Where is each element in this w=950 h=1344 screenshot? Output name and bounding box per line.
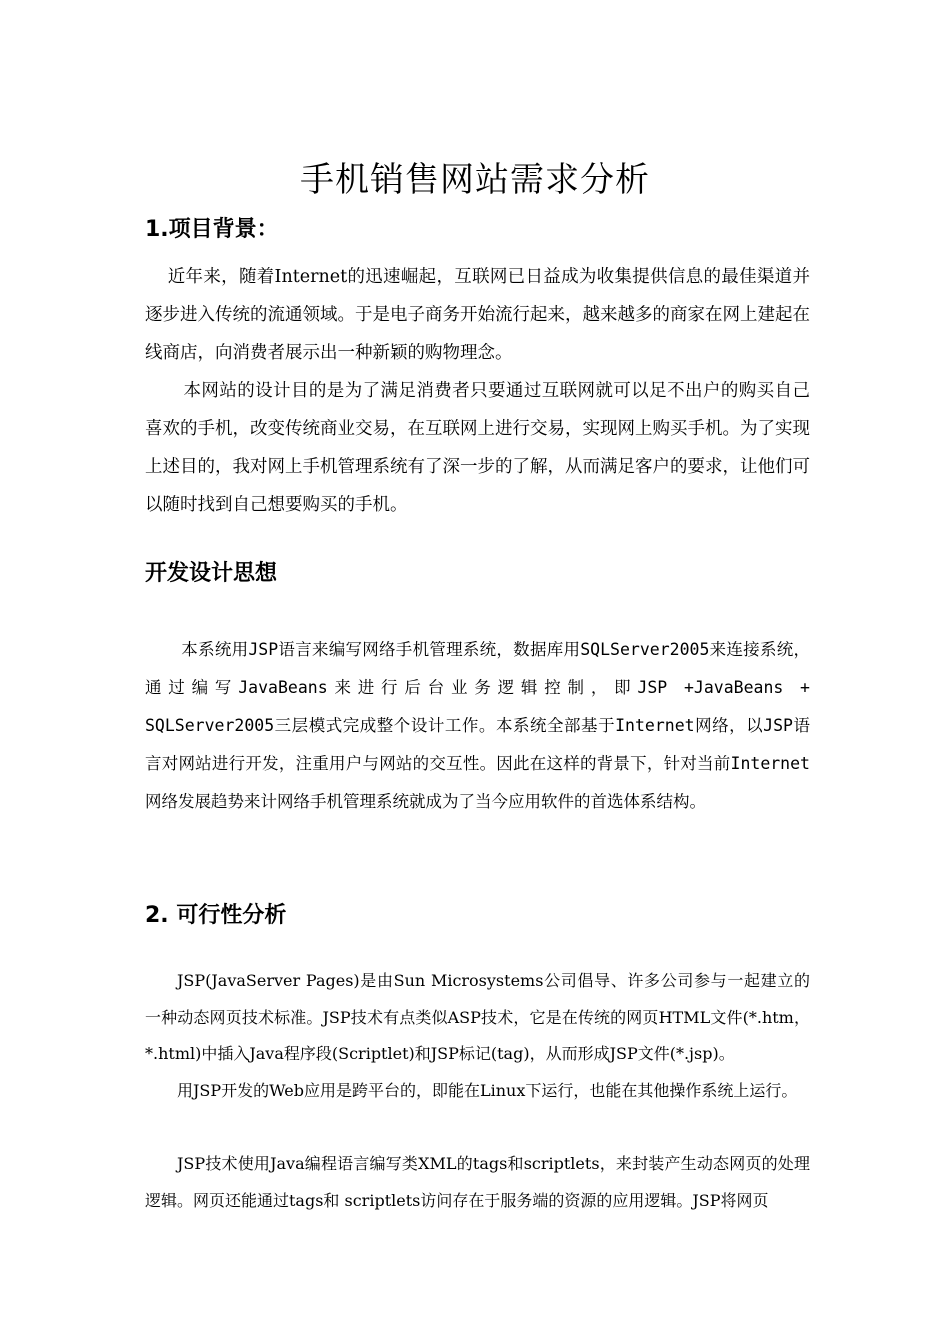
paragraph-background-1: 近年来，随着Internet的迅速崛起，互联网已日益成为收集提供信息的最佳渠道并逐步进入传统的流通领域。于是电子商务开始流行起来，越来越多的商家在网上建起在线商店，向消费者展示出一种新颖的购物理念。 [145, 267, 810, 363]
section-heading-feasibility: 2. 可行性分析 [145, 903, 287, 928]
document-title: 手机销售网站需求分析 [300, 160, 650, 200]
paragraph-feasibility-2: 用JSP开发的Web应用是跨平台的，即能在Linux下运行，也能在其他操作系统上运行。 [177, 1081, 798, 1100]
section-heading-background: 1.项目背景： [145, 217, 279, 242]
paragraph-feasibility-3: JSP技术使用Java编程语言编写类XML的tags和scriptlets，来封装产生动态网页的处理逻辑。网页还能通过tags和 scriptlets访问存在于服务端的资源的应用逻辑。JSP将网页 [145, 1154, 810, 1210]
paragraph-design: 本系统用JSP语言来编写网络手机管理系统，数据库用SQLServer2005来连接系统，通过编写JavaBeans来进行后台业务逻辑控制，即JSP +JavaBeans + SQLServer2005三层模式完成整个设计工作。本系统全部基于Internet网络，以JSP语言对网站进行开发，注重用户与网站的交互性。因此在这样的背景下，针对当前Internet网络发展趋势来计网络手机管理系统就成为了当今应用软件的首选体系结构。 [145, 640, 810, 811]
paragraph-background-2: 本网站的设计目的是为了满足消费者只要通过互联网就可以足不出户的购买自己喜欢的手机，改变传统商业交易，在互联网上进行交易，实现网上购买手机。为了实现上述目的，我对网上手机管理系统有了深一步的了解，从而满足客户的要求，让他们可以随时找到自己想要购买的手机。 [145, 381, 810, 515]
section-heading-design: 开发设计思想 [145, 561, 278, 586]
paragraph-feasibility-1: JSP(JavaServer Pages)是由Sun Microsystems公司倡导、许多公司参与一起建立的一种动态网页技术标准。JSP技术有点类似ASP技术，它是在传统的网页HTML文件(*.htm，*.html)中插入Java程序段(Scriptlet)和JSP标记(tag)，从而形成JSP文件(*.jsp)。 [145, 971, 810, 1063]
